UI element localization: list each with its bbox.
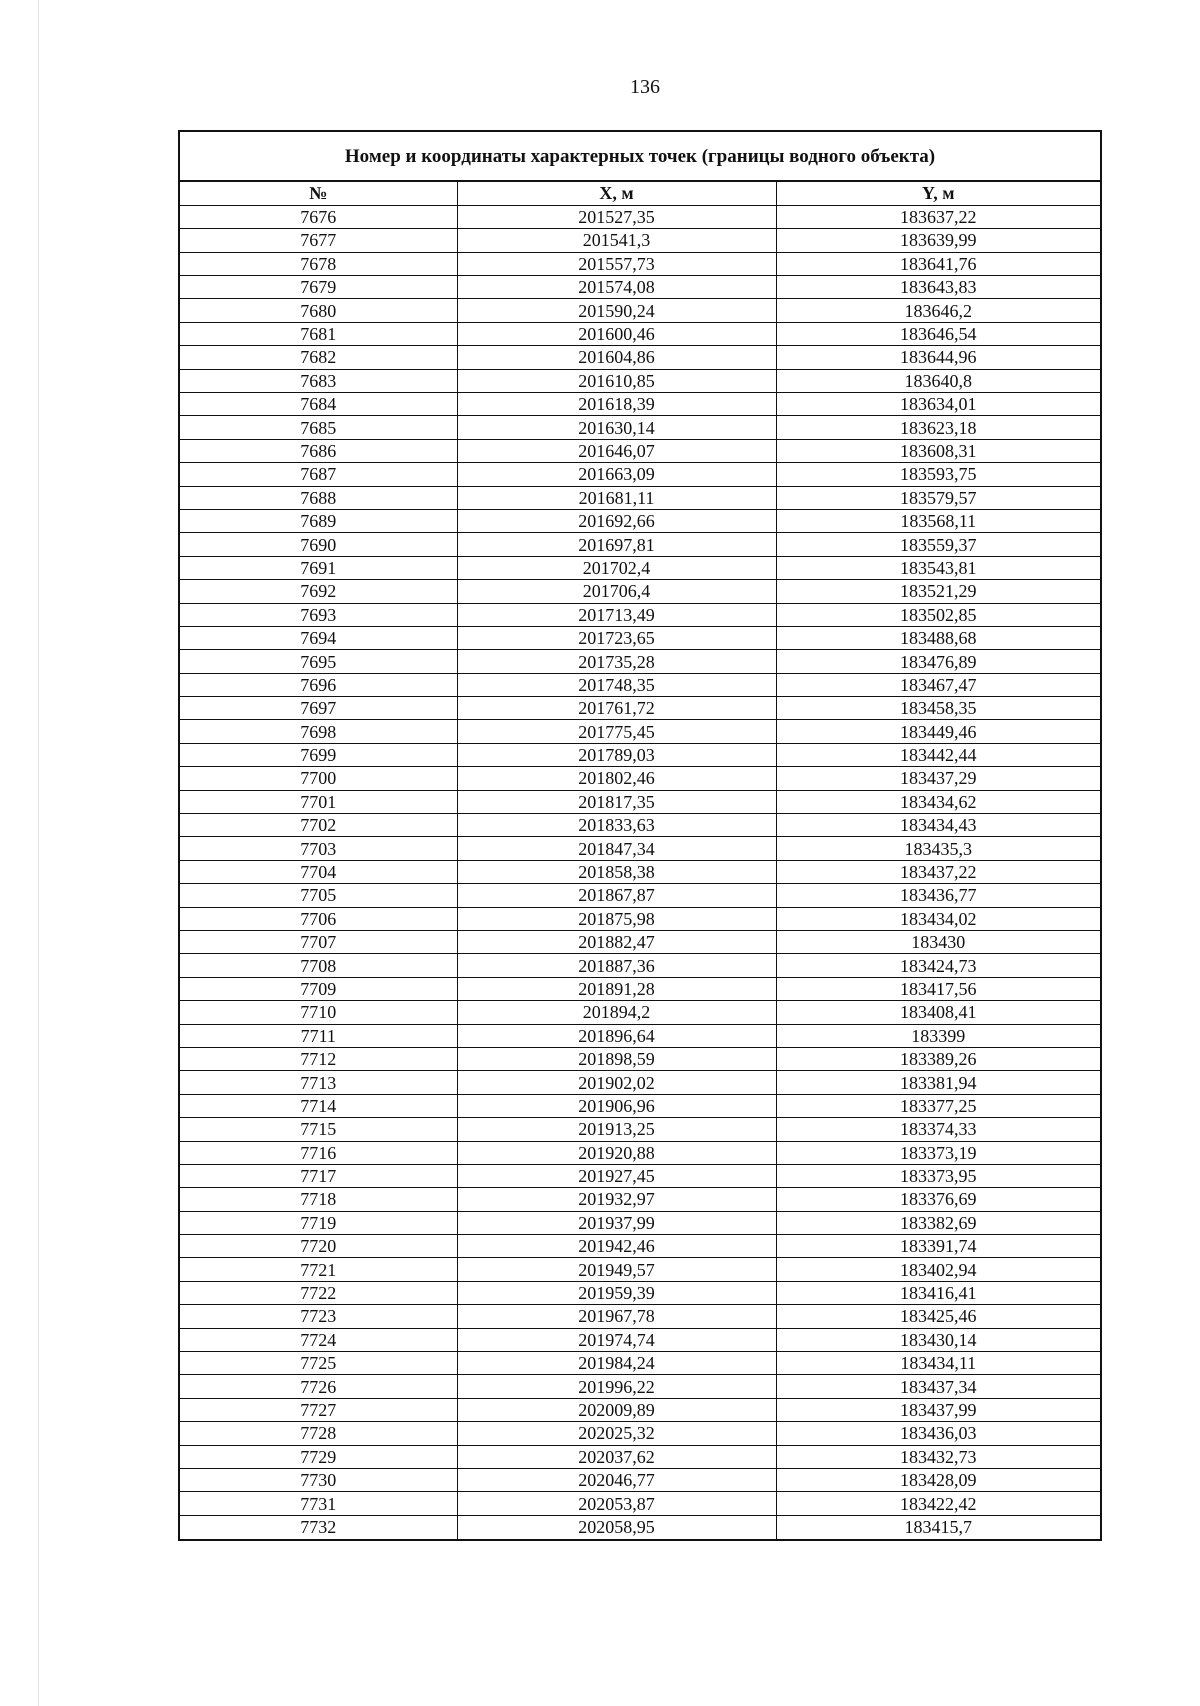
table-body bbox=[180, 205, 1100, 1538]
cell-x: 201882,47 bbox=[457, 931, 776, 954]
cell-x: 201887,36 bbox=[457, 954, 776, 977]
cell-y: 183424,73 bbox=[776, 954, 1100, 977]
cell-y: 183436,03 bbox=[776, 1422, 1100, 1445]
cell-y: 183415,7 bbox=[776, 1515, 1100, 1538]
cell-x: 201618,39 bbox=[457, 393, 776, 416]
table-row bbox=[180, 673, 1100, 696]
cell-y: 183543,81 bbox=[776, 556, 1100, 579]
cell-x: 201574,08 bbox=[457, 276, 776, 299]
cell-x: 201920,88 bbox=[457, 1141, 776, 1164]
table-row bbox=[180, 1492, 1100, 1515]
cell-x: 201974,74 bbox=[457, 1328, 776, 1351]
cell-number: 7682 bbox=[180, 346, 457, 369]
cell-x: 201789,03 bbox=[457, 743, 776, 766]
cell-number: 7729 bbox=[180, 1445, 457, 1468]
table-row bbox=[180, 1211, 1100, 1234]
cell-x: 201817,35 bbox=[457, 790, 776, 813]
cell-x: 201906,96 bbox=[457, 1094, 776, 1117]
cell-x: 201761,72 bbox=[457, 697, 776, 720]
cell-x: 201775,45 bbox=[457, 720, 776, 743]
cell-y: 183381,94 bbox=[776, 1071, 1100, 1094]
table-row bbox=[180, 1398, 1100, 1421]
cell-number: 7681 bbox=[180, 322, 457, 345]
cell-y: 183644,96 bbox=[776, 346, 1100, 369]
cell-number: 7720 bbox=[180, 1235, 457, 1258]
cell-y: 183389,26 bbox=[776, 1047, 1100, 1070]
cell-number: 7732 bbox=[180, 1515, 457, 1538]
table-row bbox=[180, 439, 1100, 462]
cell-y: 183436,77 bbox=[776, 884, 1100, 907]
cell-y: 183425,46 bbox=[776, 1305, 1100, 1328]
cell-number: 7714 bbox=[180, 1094, 457, 1117]
cell-number: 7685 bbox=[180, 416, 457, 439]
table-row bbox=[180, 346, 1100, 369]
cell-number: 7718 bbox=[180, 1188, 457, 1211]
cell-y: 183634,01 bbox=[776, 393, 1100, 416]
table-row bbox=[180, 907, 1100, 930]
scan-edge-line bbox=[38, 0, 39, 1706]
cell-y: 183382,69 bbox=[776, 1211, 1100, 1234]
cell-x: 201959,39 bbox=[457, 1281, 776, 1304]
cell-y: 183434,11 bbox=[776, 1352, 1100, 1375]
cell-y: 183637,22 bbox=[776, 205, 1100, 228]
cell-x: 201996,22 bbox=[457, 1375, 776, 1398]
cell-y: 183377,25 bbox=[776, 1094, 1100, 1117]
cell-x: 202053,87 bbox=[457, 1492, 776, 1515]
cell-y: 183639,99 bbox=[776, 229, 1100, 252]
cell-y: 183521,29 bbox=[776, 580, 1100, 603]
cell-number: 7730 bbox=[180, 1468, 457, 1491]
cell-y: 183442,44 bbox=[776, 743, 1100, 766]
cell-x: 201875,98 bbox=[457, 907, 776, 930]
cell-number: 7698 bbox=[180, 720, 457, 743]
cell-x: 201610,85 bbox=[457, 369, 776, 392]
cell-x: 202058,95 bbox=[457, 1515, 776, 1538]
cell-y: 183434,43 bbox=[776, 814, 1100, 837]
cell-number: 7678 bbox=[180, 252, 457, 275]
cell-number: 7715 bbox=[180, 1118, 457, 1141]
table-row bbox=[180, 252, 1100, 275]
cell-number: 7727 bbox=[180, 1398, 457, 1421]
cell-x: 201723,65 bbox=[457, 626, 776, 649]
cell-number: 7697 bbox=[180, 697, 457, 720]
cell-y: 183437,29 bbox=[776, 767, 1100, 790]
cell-number: 7700 bbox=[180, 767, 457, 790]
table-row bbox=[180, 299, 1100, 322]
cell-number: 7701 bbox=[180, 790, 457, 813]
cell-number: 7680 bbox=[180, 299, 457, 322]
cell-x: 201894,2 bbox=[457, 1001, 776, 1024]
cell-x: 201748,35 bbox=[457, 673, 776, 696]
cell-x: 201541,3 bbox=[457, 229, 776, 252]
table-row bbox=[180, 1515, 1100, 1538]
table-row bbox=[180, 1024, 1100, 1047]
table-row bbox=[180, 837, 1100, 860]
table-row bbox=[180, 533, 1100, 556]
cell-x: 201604,86 bbox=[457, 346, 776, 369]
cell-x: 201898,59 bbox=[457, 1047, 776, 1070]
cell-y: 183434,02 bbox=[776, 907, 1100, 930]
cell-x: 201600,46 bbox=[457, 322, 776, 345]
cell-number: 7723 bbox=[180, 1305, 457, 1328]
cell-number: 7696 bbox=[180, 673, 457, 696]
cell-y: 183643,83 bbox=[776, 276, 1100, 299]
cell-number: 7731 bbox=[180, 1492, 457, 1515]
cell-y: 183640,8 bbox=[776, 369, 1100, 392]
cell-x: 201932,97 bbox=[457, 1188, 776, 1211]
table-row bbox=[180, 205, 1100, 228]
cell-number: 7677 bbox=[180, 229, 457, 252]
cell-x: 201630,14 bbox=[457, 416, 776, 439]
cell-number: 7684 bbox=[180, 393, 457, 416]
table-row bbox=[180, 556, 1100, 579]
table-row bbox=[180, 393, 1100, 416]
cell-y: 183428,09 bbox=[776, 1468, 1100, 1491]
table-row bbox=[180, 1468, 1100, 1491]
table-row bbox=[180, 650, 1100, 673]
cell-x: 201557,73 bbox=[457, 252, 776, 275]
cell-y: 183437,34 bbox=[776, 1375, 1100, 1398]
cell-y: 183437,99 bbox=[776, 1398, 1100, 1421]
cell-number: 7689 bbox=[180, 509, 457, 532]
cell-number: 7726 bbox=[180, 1375, 457, 1398]
table-row bbox=[180, 1001, 1100, 1024]
cell-x: 202046,77 bbox=[457, 1468, 776, 1491]
cell-number: 7691 bbox=[180, 556, 457, 579]
cell-y: 183488,68 bbox=[776, 626, 1100, 649]
cell-number: 7709 bbox=[180, 977, 457, 1000]
table-row bbox=[180, 1118, 1100, 1141]
cell-x: 201913,25 bbox=[457, 1118, 776, 1141]
cell-x: 201984,24 bbox=[457, 1352, 776, 1375]
cell-x: 201681,11 bbox=[457, 486, 776, 509]
cell-x: 201663,09 bbox=[457, 463, 776, 486]
cell-y: 183422,42 bbox=[776, 1492, 1100, 1515]
table-header-row bbox=[180, 182, 1100, 205]
table-row bbox=[180, 369, 1100, 392]
cell-number: 7705 bbox=[180, 884, 457, 907]
cell-x: 201833,63 bbox=[457, 814, 776, 837]
table-row bbox=[180, 276, 1100, 299]
cell-x: 201735,28 bbox=[457, 650, 776, 673]
table-row bbox=[180, 1235, 1100, 1258]
cell-x: 202025,32 bbox=[457, 1422, 776, 1445]
cell-x: 201949,57 bbox=[457, 1258, 776, 1281]
cell-y: 183623,18 bbox=[776, 416, 1100, 439]
cell-y: 183502,85 bbox=[776, 603, 1100, 626]
cell-y: 183646,54 bbox=[776, 322, 1100, 345]
cell-x: 201706,4 bbox=[457, 580, 776, 603]
cell-number: 7712 bbox=[180, 1047, 457, 1070]
table-row bbox=[180, 486, 1100, 509]
table-row bbox=[180, 509, 1100, 532]
cell-y: 183593,75 bbox=[776, 463, 1100, 486]
cell-y: 183376,69 bbox=[776, 1188, 1100, 1211]
cell-number: 7725 bbox=[180, 1352, 457, 1375]
cell-y: 183579,57 bbox=[776, 486, 1100, 509]
table-row bbox=[180, 1328, 1100, 1351]
cell-number: 7676 bbox=[180, 205, 457, 228]
cell-number: 7711 bbox=[180, 1024, 457, 1047]
cell-y: 183437,22 bbox=[776, 860, 1100, 883]
cell-y: 183430 bbox=[776, 931, 1100, 954]
cell-number: 7692 bbox=[180, 580, 457, 603]
cell-number: 7713 bbox=[180, 1071, 457, 1094]
cell-number: 7722 bbox=[180, 1281, 457, 1304]
cell-y: 183467,47 bbox=[776, 673, 1100, 696]
cell-number: 7690 bbox=[180, 533, 457, 556]
table-row bbox=[180, 1352, 1100, 1375]
table-row bbox=[180, 720, 1100, 743]
header-y: Y, м bbox=[776, 182, 1100, 205]
table-row bbox=[180, 580, 1100, 603]
cell-x: 201697,81 bbox=[457, 533, 776, 556]
cell-x: 202037,62 bbox=[457, 1445, 776, 1468]
cell-y: 183391,74 bbox=[776, 1235, 1100, 1258]
table-row bbox=[180, 790, 1100, 813]
cell-x: 201902,02 bbox=[457, 1071, 776, 1094]
cell-y: 183435,3 bbox=[776, 837, 1100, 860]
cell-x: 201590,24 bbox=[457, 299, 776, 322]
coordinates-table bbox=[180, 182, 1100, 1539]
table-row bbox=[180, 1047, 1100, 1070]
table-row bbox=[180, 814, 1100, 837]
cell-x: 201692,66 bbox=[457, 509, 776, 532]
cell-number: 7704 bbox=[180, 860, 457, 883]
table-row bbox=[180, 860, 1100, 883]
cell-y: 183476,89 bbox=[776, 650, 1100, 673]
table-row bbox=[180, 416, 1100, 439]
table-row bbox=[180, 603, 1100, 626]
cell-x: 201896,64 bbox=[457, 1024, 776, 1047]
cell-number: 7688 bbox=[180, 486, 457, 509]
cell-y: 183416,41 bbox=[776, 1281, 1100, 1304]
table-row bbox=[180, 931, 1100, 954]
cell-number: 7721 bbox=[180, 1258, 457, 1281]
table-row bbox=[180, 1305, 1100, 1328]
cell-x: 201858,38 bbox=[457, 860, 776, 883]
cell-y: 183432,73 bbox=[776, 1445, 1100, 1468]
table-row bbox=[180, 1141, 1100, 1164]
cell-y: 183458,35 bbox=[776, 697, 1100, 720]
cell-x: 201937,99 bbox=[457, 1211, 776, 1234]
table-row bbox=[180, 697, 1100, 720]
cell-y: 183434,62 bbox=[776, 790, 1100, 813]
cell-y: 183402,94 bbox=[776, 1258, 1100, 1281]
cell-number: 7699 bbox=[180, 743, 457, 766]
table-row bbox=[180, 1422, 1100, 1445]
table-row bbox=[180, 1445, 1100, 1468]
table-row bbox=[180, 1281, 1100, 1304]
cell-number: 7686 bbox=[180, 439, 457, 462]
header-x: X, м bbox=[457, 182, 776, 205]
cell-number: 7708 bbox=[180, 954, 457, 977]
cell-number: 7703 bbox=[180, 837, 457, 860]
cell-number: 7728 bbox=[180, 1422, 457, 1445]
cell-x: 201891,28 bbox=[457, 977, 776, 1000]
cell-number: 7702 bbox=[180, 814, 457, 837]
cell-y: 183374,33 bbox=[776, 1118, 1100, 1141]
table-row bbox=[180, 463, 1100, 486]
table-row bbox=[180, 1071, 1100, 1094]
cell-x: 201927,45 bbox=[457, 1164, 776, 1187]
cell-y: 183373,95 bbox=[776, 1164, 1100, 1187]
table-title: Номер и координаты характерных точек (границы водного объекта) bbox=[180, 132, 1100, 182]
cell-x: 201527,35 bbox=[457, 205, 776, 228]
cell-y: 183568,11 bbox=[776, 509, 1100, 532]
table-row bbox=[180, 1094, 1100, 1117]
cell-x: 201713,49 bbox=[457, 603, 776, 626]
table-row bbox=[180, 743, 1100, 766]
cell-x: 201847,34 bbox=[457, 837, 776, 860]
cell-number: 7706 bbox=[180, 907, 457, 930]
cell-y: 183408,41 bbox=[776, 1001, 1100, 1024]
cell-x: 201802,46 bbox=[457, 767, 776, 790]
table-row bbox=[180, 1258, 1100, 1281]
cell-y: 183646,2 bbox=[776, 299, 1100, 322]
cell-y: 183417,56 bbox=[776, 977, 1100, 1000]
cell-y: 183641,76 bbox=[776, 252, 1100, 275]
cell-x: 202009,89 bbox=[457, 1398, 776, 1421]
cell-y: 183430,14 bbox=[776, 1328, 1100, 1351]
cell-number: 7724 bbox=[180, 1328, 457, 1351]
coordinates-table-frame bbox=[178, 130, 1102, 1541]
cell-x: 201967,78 bbox=[457, 1305, 776, 1328]
cell-y: 183373,19 bbox=[776, 1141, 1100, 1164]
cell-number: 7716 bbox=[180, 1141, 457, 1164]
cell-y: 183559,37 bbox=[776, 533, 1100, 556]
table-row bbox=[180, 954, 1100, 977]
cell-number: 7719 bbox=[180, 1211, 457, 1234]
table-row bbox=[180, 229, 1100, 252]
cell-x: 201702,4 bbox=[457, 556, 776, 579]
cell-y: 183608,31 bbox=[776, 439, 1100, 462]
cell-x: 201646,07 bbox=[457, 439, 776, 462]
table-row bbox=[180, 322, 1100, 345]
cell-number: 7679 bbox=[180, 276, 457, 299]
table-row bbox=[180, 884, 1100, 907]
table-row bbox=[180, 1188, 1100, 1211]
cell-number: 7710 bbox=[180, 1001, 457, 1024]
cell-x: 201942,46 bbox=[457, 1235, 776, 1258]
table-row bbox=[180, 1375, 1100, 1398]
cell-number: 7683 bbox=[180, 369, 457, 392]
header-number: № bbox=[180, 182, 457, 205]
cell-number: 7694 bbox=[180, 626, 457, 649]
cell-number: 7707 bbox=[180, 931, 457, 954]
cell-x: 201867,87 bbox=[457, 884, 776, 907]
cell-y: 183449,46 bbox=[776, 720, 1100, 743]
cell-y: 183399 bbox=[776, 1024, 1100, 1047]
table-row bbox=[180, 626, 1100, 649]
page-number: 136 bbox=[630, 76, 660, 98]
cell-number: 7717 bbox=[180, 1164, 457, 1187]
table-row bbox=[180, 767, 1100, 790]
cell-number: 7695 bbox=[180, 650, 457, 673]
table-row bbox=[180, 977, 1100, 1000]
table-row bbox=[180, 1164, 1100, 1187]
cell-number: 7693 bbox=[180, 603, 457, 626]
cell-number: 7687 bbox=[180, 463, 457, 486]
